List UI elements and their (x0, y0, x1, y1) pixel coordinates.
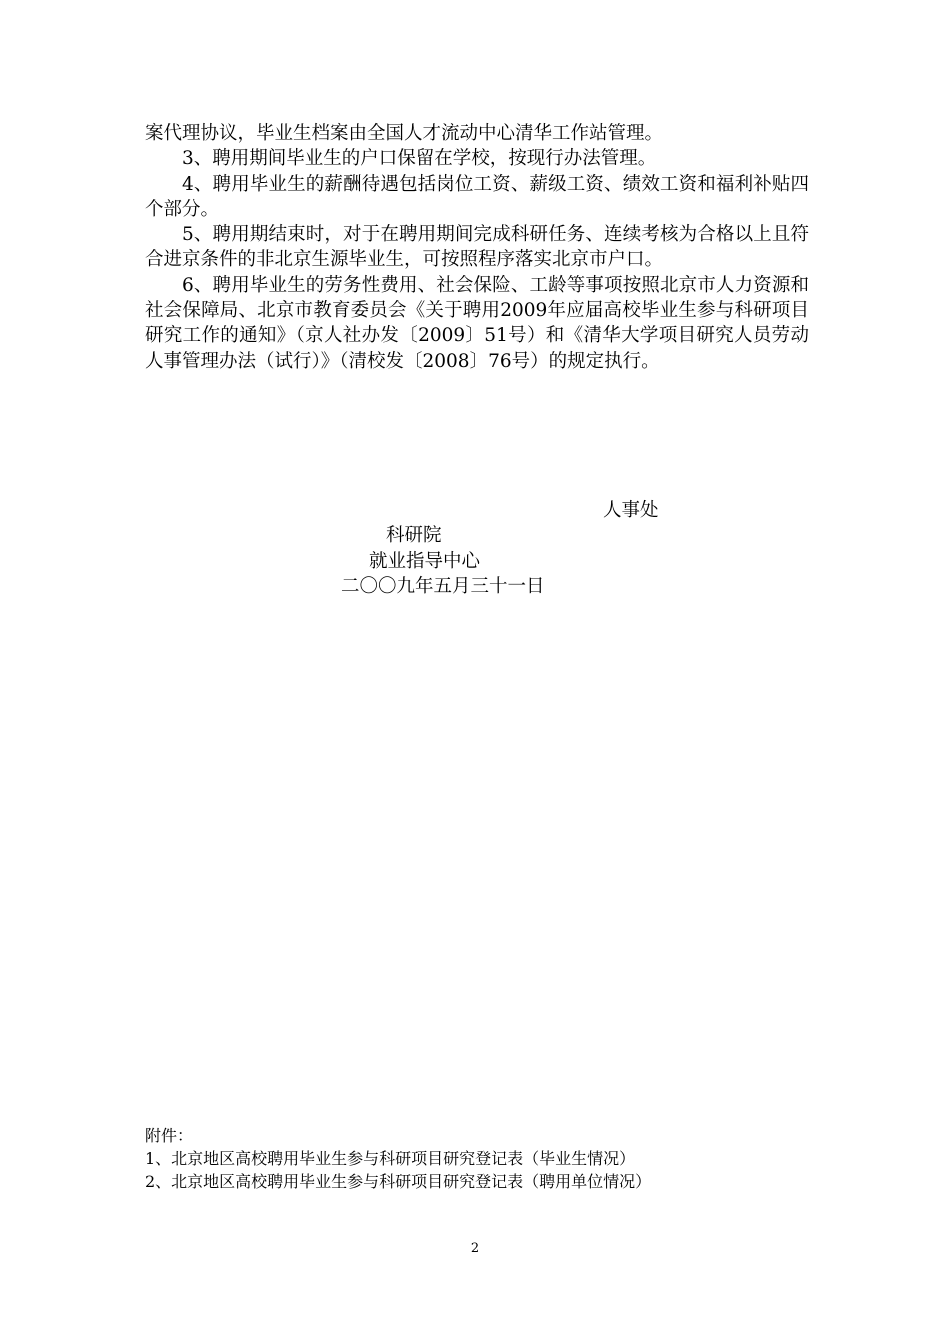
attachments-heading: 附件： (145, 1126, 194, 1145)
signature-date: 二〇〇九年五月三十一日 (341, 576, 545, 597)
attachment-item: 2、北京地区高校聘用毕业生参与科研项目研究登记表（聘用单位情况） (145, 1172, 652, 1191)
attachments-section (145, 1124, 825, 1193)
paragraph-salary: 4、聘用毕业生的薪酬待遇包括岗位工资、薪级工资、绩效工资和福利补贴四个部分。 (145, 173, 809, 220)
page-number: 2 (470, 1241, 480, 1256)
paragraph-household-registration: 3、聘用期间毕业生的户口保留在学校，按现行办法管理。 (182, 148, 657, 170)
body-text (145, 121, 809, 374)
attachment-item: 1、北京地区高校聘用毕业生参与科研项目研究登记表（毕业生情况） (145, 1149, 636, 1168)
signature-hr-office: 人事处 (603, 500, 659, 521)
signature-career-center: 就业指导中心 (369, 551, 481, 572)
paragraph-archive-agreement: 案代理协议，毕业生档案由全国人才流动中心清华工作站管理。 (145, 123, 664, 144)
paragraph-labor-fees: 6、聘用毕业生的劳务性费用、社会保险、工龄等事项按照北京市人力资源和社会保障局、北京市教育委员会《关于聘用2009年应届高校毕业生参与科研项目研究工作的通知》（京人社办发〔2009〕51号）和《清华大学项目研究人员劳动人事管理办法（试行）》（清校发〔2008〕76号）的规定执行。 (145, 274, 809, 372)
signature-research-institute: 科研院 (386, 525, 442, 546)
paragraph-beijing-hukou: 5、聘用期结束时，对于在聘用期间完成科研任务、连续考核为合格以上且符合进京条件的非北京生源毕业生，可按照程序落实北京市户口。 (145, 224, 809, 271)
